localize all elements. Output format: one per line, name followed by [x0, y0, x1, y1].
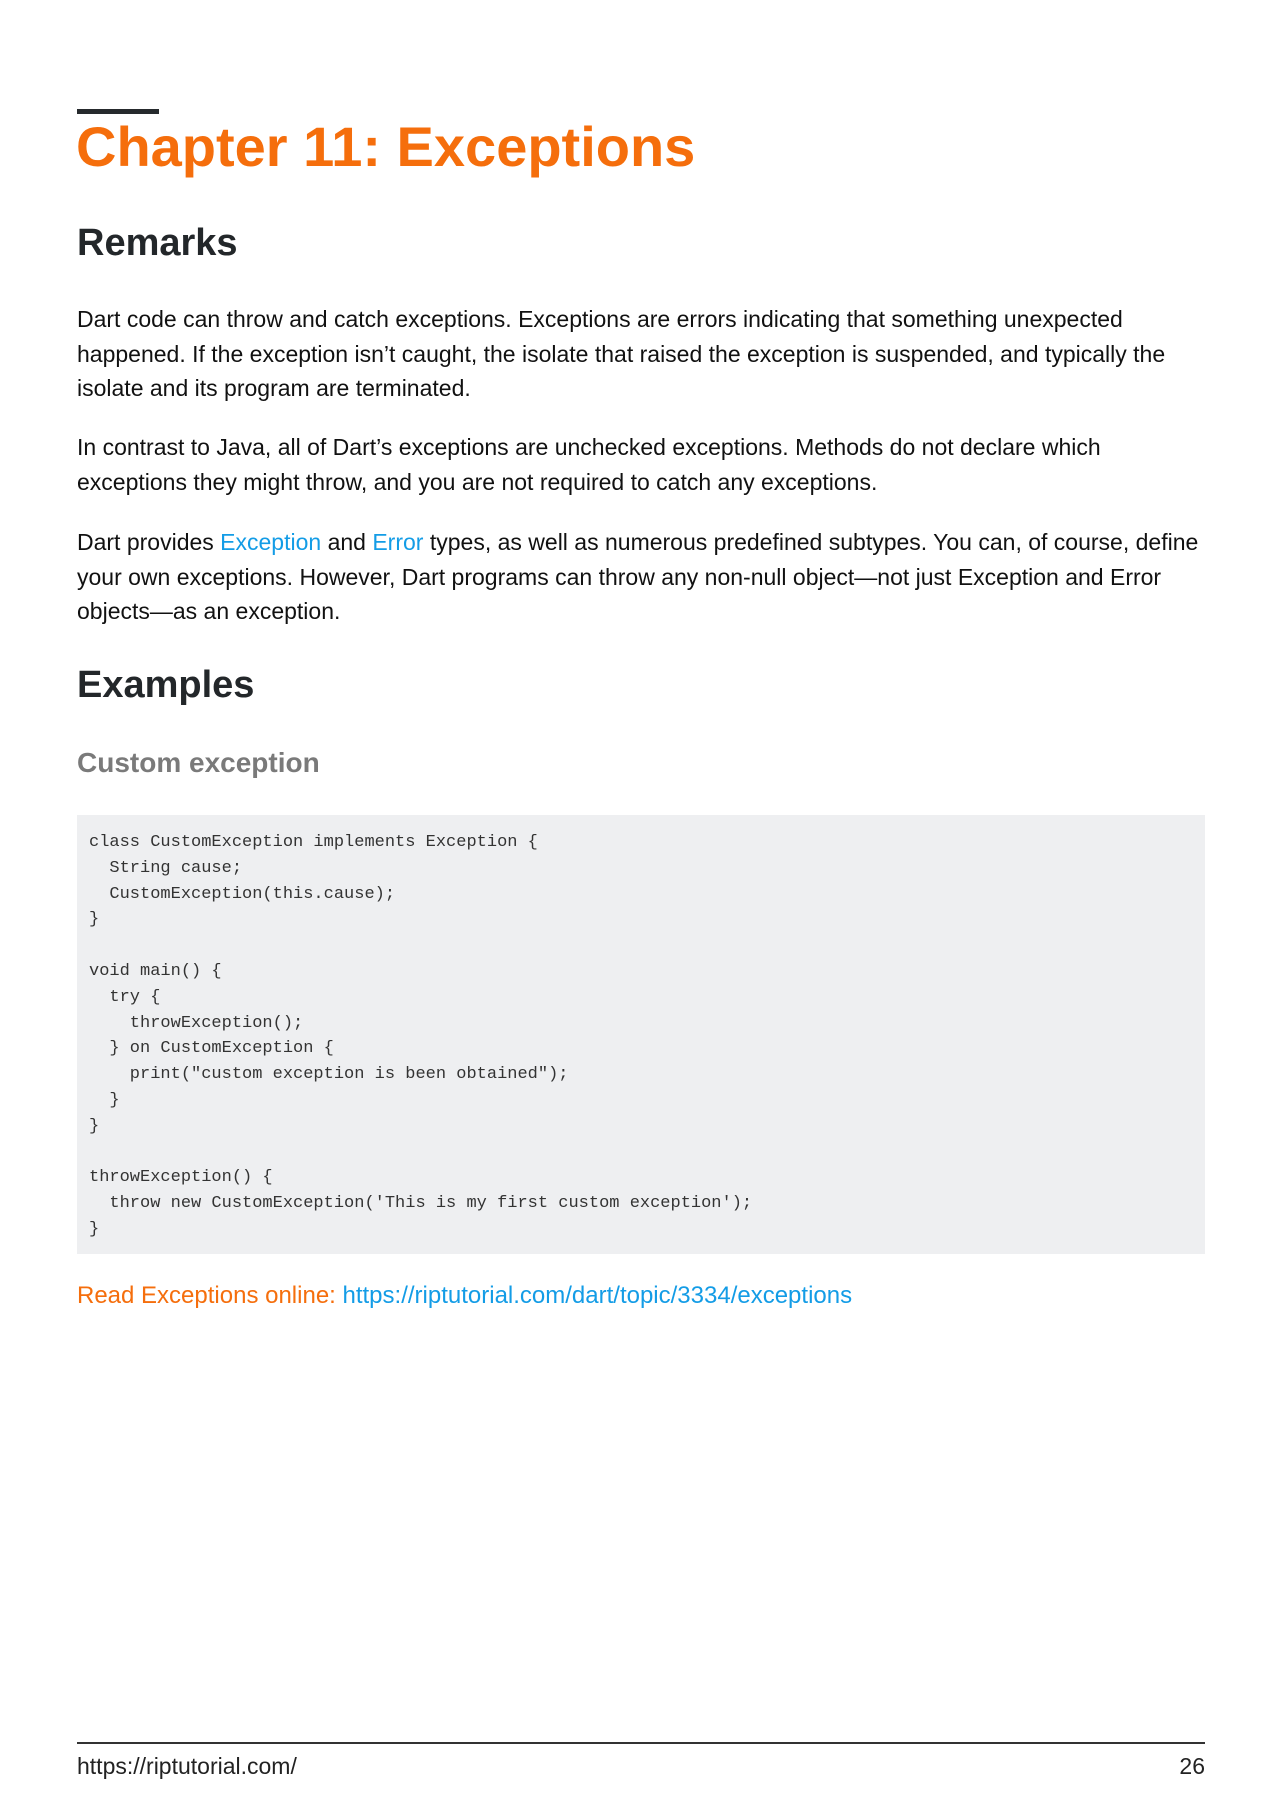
- remarks-paragraph-2: In contrast to Java, all of Dart’s exceptions are unchecked exceptions. Methods do not declare which exceptions they might throw, and you are not required to catch any exceptions.: [77, 434, 1101, 495]
- error-link[interactable]: Error: [372, 529, 424, 555]
- text: Dart provides: [77, 529, 221, 555]
- exception-link[interactable]: Exception: [220, 529, 322, 555]
- footer-divider: [77, 1742, 1205, 1744]
- remarks-paragraph-1: Dart code can throw and catch exceptions. Exceptions are errors indicating that something unexpected happened. If the exception isn’t caught, the isolate that raised the exception is suspended, and typically the isolate and its program are terminated.: [77, 306, 1166, 401]
- read-online-link[interactable]: https://riptutorial.com/dart/topic/3334/exceptions: [342, 1282, 853, 1309]
- example-subheading: Custom exception: [77, 747, 320, 778]
- text: and: [321, 529, 373, 555]
- text: types, as well as numerous predefined subtypes. You can, of course, define your own exceptions. However, Dart programs can throw any non-null object—not just Exception and Error objects—as an exception.: [77, 529, 1199, 624]
- remarks-heading: Remarks: [77, 222, 238, 264]
- read-online: [77, 1280, 852, 1312]
- code-block: [77, 815, 1205, 1254]
- code-text: class CustomException implements Exception { String cause; CustomException(this.cause); } void main() { try { throwException(); } on CustomException { print("custom exception is been obtained"); } } throwException() { throw new CustomException('This is my first custom exception'); }: [89, 833, 753, 1239]
- page-number: 26: [1179, 1753, 1205, 1779]
- remarks-paragraph-3: [77, 525, 1207, 629]
- footer-url: https://riptutorial.com/: [77, 1753, 297, 1779]
- read-online-label: Read Exceptions online:: [77, 1282, 343, 1309]
- chapter-title: Chapter 11: Exceptions: [76, 115, 696, 178]
- examples-heading: Examples: [77, 664, 255, 706]
